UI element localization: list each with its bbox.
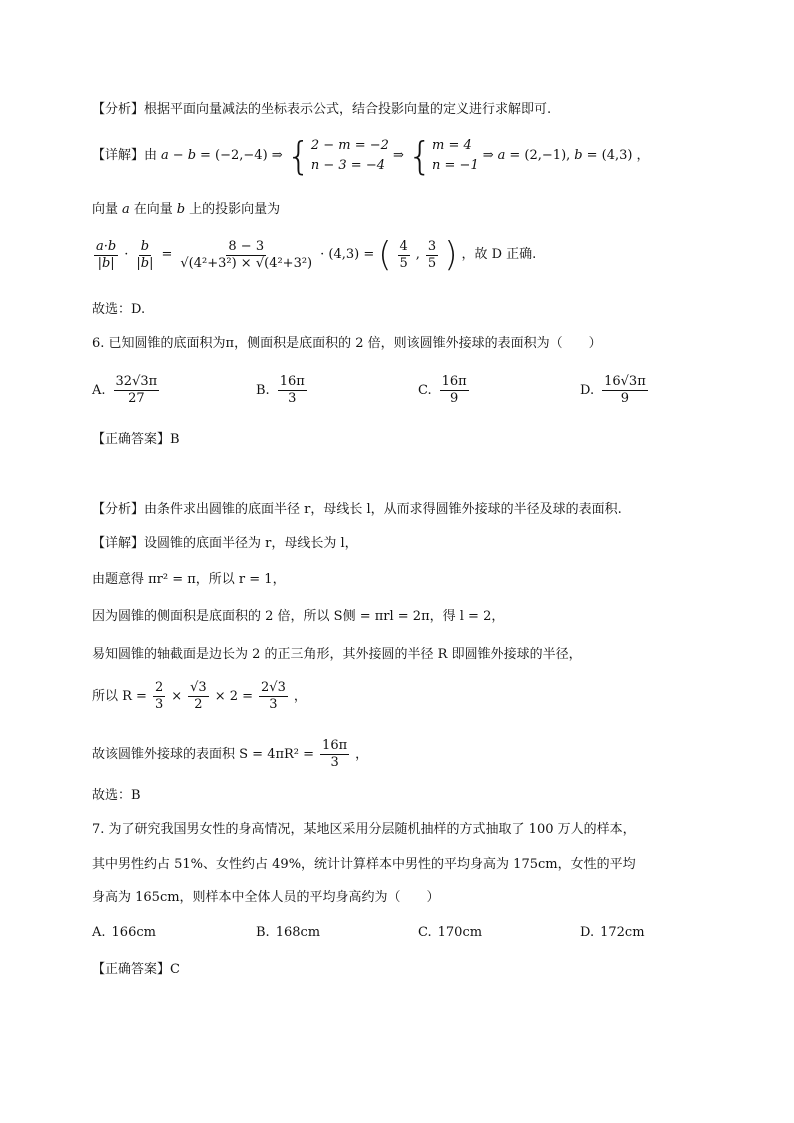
q6-option-c <box>418 374 471 407</box>
frac-den: 5 <box>427 255 437 271</box>
times-sign: × <box>171 688 183 704</box>
d5-mid: × 2 = <box>214 688 254 704</box>
q6-detail-2: 由题意得 πr² = π，所以 r = 1， <box>92 572 286 587</box>
frac-3-5 <box>426 239 438 272</box>
vector-b-2: b <box>574 148 583 163</box>
q6-detail-4: 易知圆锥的轴截面是边长为 2 的正三角形，其外接圆的半径 R 即圆锥外接球的半径， <box>92 647 582 662</box>
d6-pre: 故该圆锥外接球的表面积 S = 4πR² = <box>92 746 315 762</box>
frac-den: 2 <box>194 697 203 712</box>
left-brace-icon: { <box>407 134 433 178</box>
option-frac <box>602 374 648 407</box>
left-brace-icon: { <box>286 134 311 178</box>
sys2-line2: n = −1 <box>432 158 479 173</box>
proj-text-b: 在向量 <box>133 202 173 217</box>
sys1-line2: n − 3 = −4 <box>310 158 385 173</box>
option-text: 168cm <box>275 925 321 940</box>
implies-sign: ⇒ <box>392 148 404 163</box>
frac-a-dot-b <box>94 239 118 272</box>
frac-num: 16π <box>279 374 305 389</box>
proj-end: ，故 D 正确. <box>461 247 537 262</box>
frac-4-5 <box>398 239 410 272</box>
vector-b: b <box>187 148 197 163</box>
sys1-line1: 2 − m = −2 <box>310 138 389 153</box>
option-letter: B. <box>256 383 270 398</box>
frac-b-over-norm <box>134 239 155 272</box>
frac-num: 16√3π <box>604 374 646 389</box>
frac-den: 3 <box>269 697 278 712</box>
d5-pre: 所以 R = <box>92 688 147 704</box>
frac-den: 3 <box>288 391 297 406</box>
q6-option-b <box>256 374 309 407</box>
left-paren-icon: ( <box>378 235 392 275</box>
sys2-line1: m = 4 <box>432 138 472 153</box>
frac-den: 5 <box>399 255 408 271</box>
frac-den: 9 <box>620 391 630 406</box>
frac-16pi-3 <box>320 738 349 771</box>
result-tail: ， <box>636 148 650 163</box>
frac-den: 27 <box>128 391 145 406</box>
q6-option-d <box>580 374 650 407</box>
frac-den: 3 <box>330 755 339 770</box>
frac-num: a·b <box>96 238 117 254</box>
q6-choose: 故选：B <box>92 788 141 803</box>
q7-option-d <box>580 925 645 940</box>
option-letter: D. <box>580 383 595 398</box>
frac-den: 3 <box>154 697 164 712</box>
frac-num: 2 <box>154 680 164 695</box>
q6-detail-5 <box>92 680 307 713</box>
s5-analysis: 【分析】根据平面向量减法的坐标表示公式，结合投影向量的定义进行求解即可. <box>92 102 552 117</box>
frac-num: b <box>140 238 150 254</box>
q7-option-b <box>256 925 320 940</box>
frac-num: 2√3 <box>261 680 286 695</box>
frac-sqrt3-2 <box>188 680 209 713</box>
q7-line-2: 其中男性约占 51%、女性约占 49%，统计计算样本中男性的平均身高为 175cm，女性的平均 <box>92 857 636 872</box>
q6-answer: 【正确答案】B <box>92 432 180 447</box>
frac-num: 16π <box>322 738 348 753</box>
proj-text-c: 上的投影向量为 <box>189 202 281 217</box>
s5-choose: 故选：D. <box>92 302 146 317</box>
eq-coord: = (−2,−4) ⇒ <box>200 148 283 163</box>
option-letter: D. <box>580 925 595 940</box>
option-text: 170cm <box>437 925 483 940</box>
frac-den: |b| <box>97 255 115 271</box>
result-b: = (4,3) <box>586 148 633 163</box>
s5-detail-line <box>92 136 649 176</box>
frac-2sqrt3-3 <box>259 680 288 713</box>
vector-a-3: a <box>122 202 130 217</box>
q6-detail-1: 【详解】设圆锥的底面半径为 r，母线长为 l， <box>92 536 358 551</box>
q7-line-1: 7. 为了研究我国男女性的身高情况，某地区采用分层随机抽样的方式抽取了 100 万人的样本， <box>92 822 636 837</box>
option-frac <box>440 374 469 407</box>
option-frac <box>278 374 307 407</box>
result-a: = (2,−1), <box>509 148 571 163</box>
frac-den: 9 <box>450 391 459 406</box>
option-letter: B. <box>256 925 270 940</box>
frac-num: 32√3π <box>115 374 158 389</box>
option-letter: C. <box>418 925 432 940</box>
s5-projection-formula: $\frac{a\cdot b}{|b|}$ · $\frac{b}{|b|}$ = $\frac{8 - 3}{\text{√(4²+3²) × √(4²+3²)}}$ · (4,3) = ( $\frac{4}{5}$ , $\frac{3}{5}$ ) ，故 D 正确. <box>96 235 537 275</box>
q6-analysis: 【分析】由条件求出圆锥的底面半径 r，母线长 l，从而求得圆锥外接球的半径及球的表面积. <box>92 502 622 517</box>
proj-text-a: 向量 <box>92 202 119 217</box>
q7-answer: 【正确答案】C <box>92 962 180 977</box>
q7-line-3: 身高为 165cm，则样本中全体人员的平均身高约为（ ） <box>92 890 440 905</box>
vector-a-2: a <box>497 148 506 163</box>
d6-end: ， <box>355 746 369 762</box>
proj-mult: · (4,3) = <box>320 247 375 262</box>
q6-detail-3: 因为圆锥的侧面积是底面积的 2 倍，所以 S侧 = πrl = 2π，得 l = 2， <box>92 609 505 624</box>
frac-den: |b| <box>136 255 154 271</box>
d5-end: ， <box>293 688 307 704</box>
q6-option-a <box>92 374 161 407</box>
option-letter: C. <box>418 383 432 398</box>
frac-num: √3 <box>190 680 207 695</box>
equation-system-2 <box>408 136 479 176</box>
vector-b-3: b <box>176 202 186 217</box>
s5-projection-line <box>92 200 280 220</box>
frac-den: √(4²+3²) × √(4²+3²) <box>180 255 313 271</box>
frac-projection-coef <box>178 239 314 272</box>
q6-stem: 6. 已知圆锥的底面积为π，侧面积是底面积的 2 倍，则该圆锥外接球的表面积为（ ） <box>92 336 602 351</box>
q6-detail-6 <box>92 738 368 771</box>
frac-num: 4 <box>399 238 408 254</box>
vector-a: a <box>161 148 169 163</box>
option-text: 166cm <box>111 925 156 940</box>
frac-num: 3 <box>427 238 437 254</box>
implies-sign-2: ⇒ <box>482 148 494 163</box>
s5-detail-label: 【详解】由 <box>92 148 158 163</box>
option-text: 172cm <box>600 925 645 940</box>
right-paren-icon: ) <box>444 235 458 275</box>
q7-option-a <box>92 925 156 940</box>
option-letter: A. <box>92 383 106 398</box>
frac-2-3 <box>153 680 165 713</box>
option-frac <box>114 374 160 407</box>
frac-num: 8 − 3 <box>228 238 265 254</box>
q7-option-c <box>418 925 482 940</box>
minus-sign: − <box>172 148 184 163</box>
frac-num: 16π <box>441 374 467 389</box>
equation-system-1 <box>287 136 389 176</box>
option-letter: A. <box>92 925 106 940</box>
